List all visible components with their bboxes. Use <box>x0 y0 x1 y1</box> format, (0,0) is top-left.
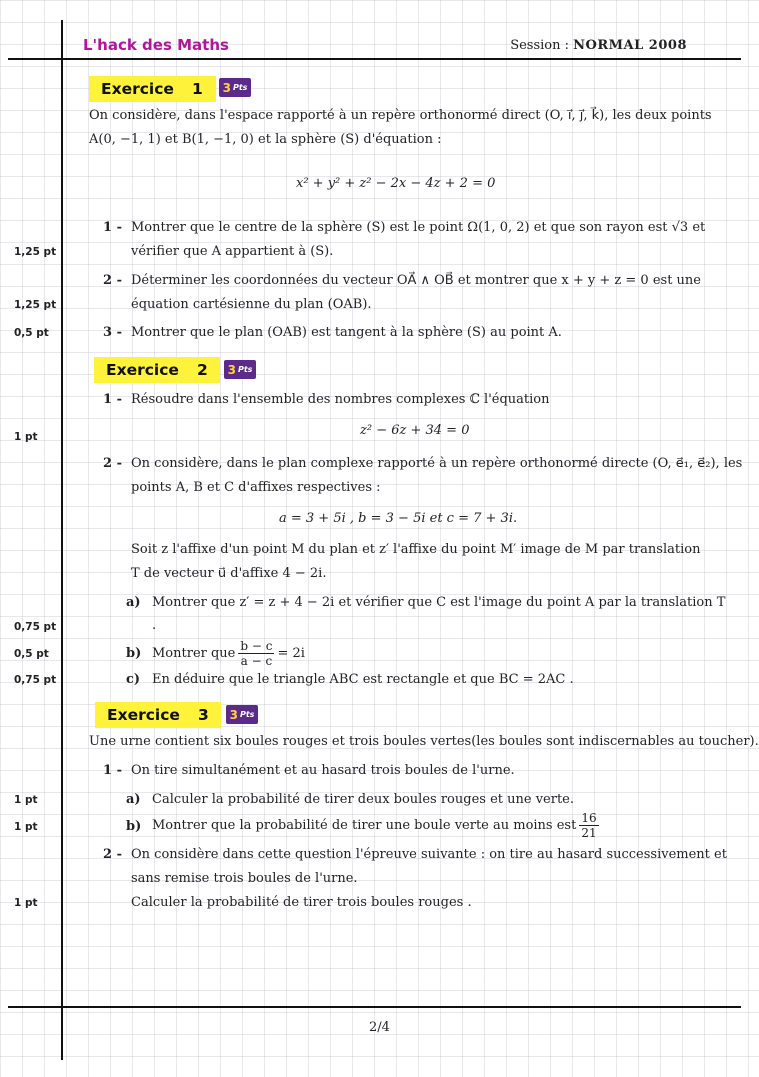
ex3-intro: Une urne contient six boules rouges et trois boules vertes(les boules sont indiscernables au toucher). <box>89 734 759 749</box>
exercise-3-number: 3 <box>197 706 209 724</box>
header-rule <box>8 58 741 60</box>
ex2-c-text: En déduire que le triangle ABC est rectangle et que BC = 2AC . <box>152 672 574 687</box>
ex2-q2-affixes: a = 3 + 5i , b = 3 − 5i et c = 7 + 3i. <box>279 511 518 526</box>
ex3-q2-number: 2 - <box>103 847 122 862</box>
ex2-q2-line2: points A, B et C d'affixes respectives : <box>131 480 381 495</box>
exercise-3-points-badge: 3 Pts <box>226 705 258 724</box>
ex2-q1-line1: Résoudre dans l'ensemble des nombres complexes ℂ l'équation <box>131 392 550 407</box>
ex2-q1-number: 1 - <box>103 392 122 407</box>
ex3-a-text: Calculer la probabilité de tirer deux boules rouges et une verte. <box>152 792 574 807</box>
ex1-q2-points: 1,25 pt <box>14 299 57 311</box>
ex1-q3-number: 3 - <box>103 325 122 340</box>
ex3-q2-line1: On considère dans cette question l'épreuve suivante : on tire au hasard successivement et <box>131 847 727 862</box>
ex1-q3-line1: Montrer que le plan (OAB) est tangent à la sphère (S) au point A. <box>131 325 562 340</box>
ex2-b-points: 0,5 pt <box>14 648 49 660</box>
ex3-b-text: Montrer que la probabilité de tirer une boule verte au moins est $\frac{16}{21}$ <box>152 811 597 840</box>
ex1-q3-points: 0,5 pt <box>14 327 49 339</box>
exercise-1-points-badge: 3 Pts <box>219 78 251 97</box>
ex3-q2-line3: Calculer la probabilité de tirer trois boules rouges . <box>131 895 472 910</box>
ex3-b-label: b) <box>126 819 142 834</box>
ex2-q2-line4: T de vecteur u⃗ d'affixe 4 − 2i. <box>131 566 327 581</box>
ex2-b-label: b) <box>126 646 142 661</box>
exercise-2-title: Exercice 2 <box>94 357 220 383</box>
exercise-2-number: 2 <box>196 361 208 379</box>
ex1-q1-line1: Montrer que le centre de la sphère (S) est le point Ω(1, 0, 2) et que son rayon est √3 et <box>131 220 706 235</box>
margin-rule <box>61 20 63 1060</box>
ex2-a-label: a) <box>126 595 141 610</box>
exercise-3-title: Exercice 3 <box>95 702 221 728</box>
ex2-a-points: 0,75 pt <box>14 621 57 633</box>
ex3-q2-points: 1 pt <box>14 897 38 909</box>
ex3-b-fraction: $\frac{16}{21}$ <box>581 811 597 840</box>
ex2-c-points: 0,75 pt <box>14 674 57 686</box>
ex3-a-points: 1 pt <box>14 794 38 806</box>
ex2-q1-points: 1 pt <box>14 431 38 443</box>
ex1-q2-line2: équation cartésienne du plan (OAB). <box>131 297 372 312</box>
ex2-a-text: Montrer que z′ = z + 4 − 2i et vérifier que C est l'image du point A par la translation T <box>152 595 726 610</box>
session-label: Session : NORMAL 2008 <box>510 38 687 53</box>
ex2-c-label: c) <box>126 672 141 687</box>
ex1-intro-line1: On considère, dans l'espace rapporté à un repère orthonormé direct (O, i⃗, j⃗, k⃗), les deux points <box>89 108 712 123</box>
page-number: 2/4 <box>369 1020 390 1035</box>
ex1-q1-number: 1 - <box>103 220 122 235</box>
ex3-a-label: a) <box>126 792 141 807</box>
ex3-b-points: 1 pt <box>14 821 38 833</box>
ex2-q1-equation: z² − 6z + 34 = 0 <box>360 423 470 438</box>
ex3-q1-line1: On tire simultanément et au hasard trois boules de l'urne. <box>131 763 515 778</box>
ex2-b-fraction: $\frac{b - c}{a - c}$ <box>240 639 273 668</box>
ex1-q1-points: 1,25 pt <box>14 246 57 258</box>
session-value: NORMAL 2008 <box>573 38 687 53</box>
ex2-b-text: Montrer que $\frac{b - c}{a - c}$ = 2i <box>152 639 305 668</box>
footer-rule <box>8 1006 741 1008</box>
ex1-intro-line2: A(0, −1, 1) et B(1, −1, 0) et la sphère (S) d'équation : <box>89 132 442 147</box>
ex1-q2-number: 2 - <box>103 273 122 288</box>
ex3-q2-line2: sans remise trois boules de l'urne. <box>131 871 358 886</box>
ex2-a-dot: . <box>152 618 157 633</box>
ex2-q2-number: 2 - <box>103 456 122 471</box>
brand-title: L'hack des Maths <box>83 36 229 54</box>
ex2-q2-line1: On considère, dans le plan complexe rapporté à un repère orthonormé directe (O, e⃗₁, e⃗₂), les <box>131 456 743 471</box>
exercise-1-title: Exercice 1 <box>89 76 216 102</box>
ex2-q2-line3: Soit z l'affixe d'un point M du plan et z′ l'affixe du point M′ image de M par translation <box>131 542 701 557</box>
ex1-q2-line1: Déterminer les coordonnées du vecteur OA⃗ ∧ OB⃗ et montrer que x + y + z = 0 est une <box>131 273 701 288</box>
exercise-1-number: 1 <box>191 80 203 98</box>
ex3-q1-number: 1 - <box>103 763 122 778</box>
exercise-2-points-badge: 3 Pts <box>224 360 256 379</box>
ex1-q1-line2: vérifier que A appartient à (S). <box>131 244 334 259</box>
ex1-sphere-equation: x² + y² + z² − 2x − 4z + 2 = 0 <box>296 176 496 191</box>
